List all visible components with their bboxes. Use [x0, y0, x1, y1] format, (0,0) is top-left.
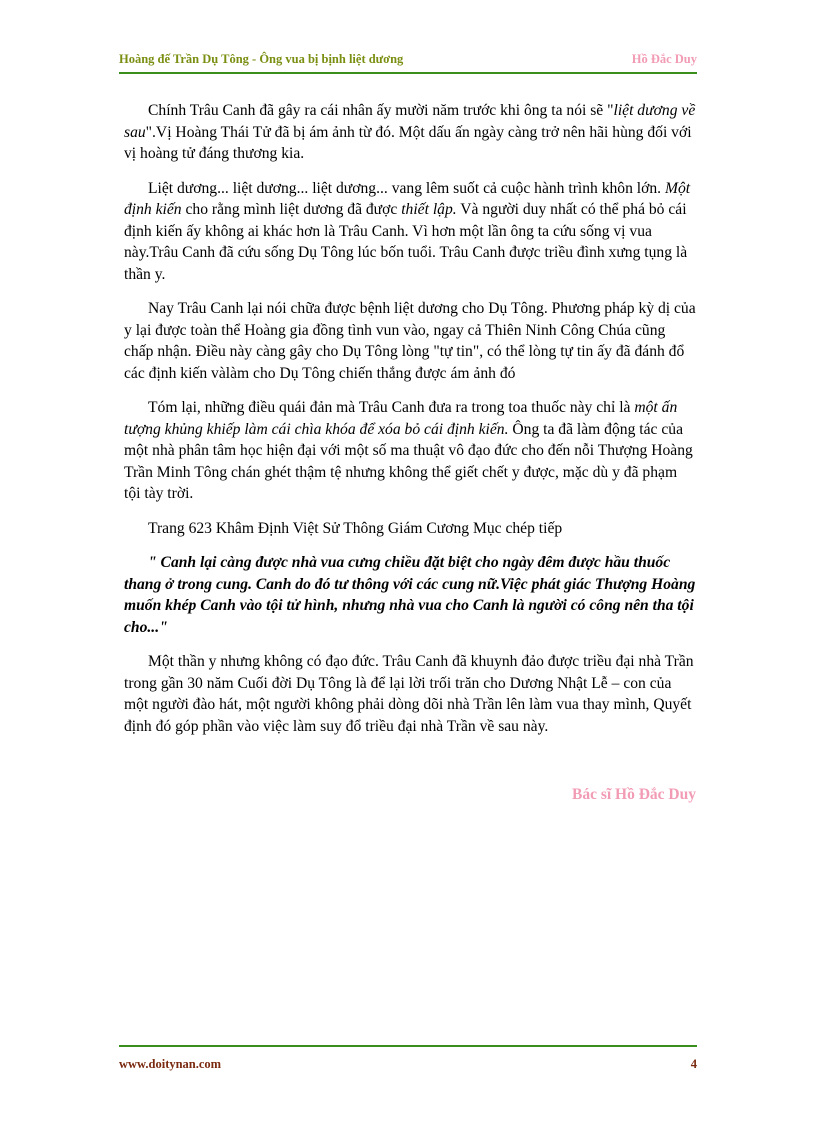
paragraph-2: Liệt dương... liệt dương... liệt dương... vang lêm suốt cả cuộc hành trình khôn lớn. Một định kiến cho rằng mình liệt dương đã được thiết lập. Và người duy nhất có thể phá bỏ cái định kiến ấy không ai khác hơn là Trâu Canh. Vì hơn một lần ông ta cứu sống vị vua này.Trâu Canh đã cứu sống Dụ Tông lúc bốn tuổi. Trâu Canh được triều đình xưng tụng là thần y.	[124, 179, 691, 283]
emphasis-text: một ấn tượng khủng khiếp làm cái chìa khóa để xóa bỏ cái định kiến.	[124, 399, 678, 438]
emphasis-text: thiết lập.	[401, 201, 457, 218]
page-header	[119, 52, 697, 74]
header-title: Hoàng đế Trần Dụ Tông - Ông vua bị bịnh liệt dương	[119, 52, 404, 66]
article-body	[124, 100, 696, 750]
paragraph-1: Chính Trâu Canh đã gây ra cái nhân ấy mười năm trước khi ông ta nói sẽ "liệt dương về sau".Vị Hoàng Thái Tử đã bị ám ảnh từ đó. Một dấu ấn ngày càng trở nên hãi hùng đối với vị hoàng tử đáng thương kia.	[124, 102, 696, 162]
paragraph-5: Trang 623 Khâm Định Việt Sử Thông Giám Cương Mục chép tiếp	[148, 519, 563, 537]
signature: Bác sĩ Hồ Đắc Duy	[572, 786, 696, 803]
paragraph-7: Một thần y nhưng không có đạo đức. Trâu Canh đã khuynh đảo được triều đại nhà Trần trong gần 30 năm Cuối đời Dụ Tông là để lại lời trối trăn cho Dương Nhật Lễ – con của một người đào hát, một người không phải dòng dõi nhà Trần lên làm vua thay mình, Quyết định đó góp phần vào việc làm suy đổ triều đại nhà Trần về sau này.	[124, 653, 694, 735]
header-divider	[119, 72, 697, 74]
paragraph-4: Tóm lại, những điều quái đản mà Trâu Canh đưa ra trong toa thuốc này chỉ là một ấn tượng khủng khiếp làm cái chìa khóa để xóa bỏ cái định kiến. Ông ta đã làm động tác của một nhà phân tâm học hiện đại với một số ma thuật vô đạo đức cho đến nỗi Thượng Hoàng Trần Minh Tông chán ghét thậm tệ nhưng không thể giết chết y được, mặc dù y đã phạm tội tày trời.	[124, 399, 693, 502]
page-number: 4	[690, 1057, 697, 1071]
paragraph-3: Nay Trâu Canh lại nói chữa được bệnh liệt dương cho Dụ Tông. Phương pháp kỳ dị của y lại được toàn thể Hoàng gia đồng tình vun vào, ngay cả Thiên Ninh Công Chúa cũng chấp nhận. Điều này càng gây cho Dụ Tông lòng "tự tin", có thể lòng tự tin ấy đã đánh đổ các định kiến vàlàm cho Dụ Tông chiến thắng được ám ảnh đó	[124, 300, 696, 382]
footer-website[interactable]: www.doitynan.com	[119, 1057, 222, 1071]
footer-divider	[119, 1045, 697, 1047]
emphasis-text: Một định kiến	[124, 179, 691, 218]
quote-paragraph: " Canh lại càng được nhà vua cưng chiều đặt biệt cho ngày đêm được hầu thuốc thang ở trong cung. Canh do đó tư thông với các cung nữ.Việc phát giác Thượng Hoàng muốn khép Canh vào tội tử hình, nhưng nhà vua cho Canh là người có công nên tha tội cho..."	[124, 554, 696, 636]
emphasis-text: liệt dương về sau	[124, 102, 696, 141]
header-author: Hồ Đắc Duy	[631, 52, 697, 66]
